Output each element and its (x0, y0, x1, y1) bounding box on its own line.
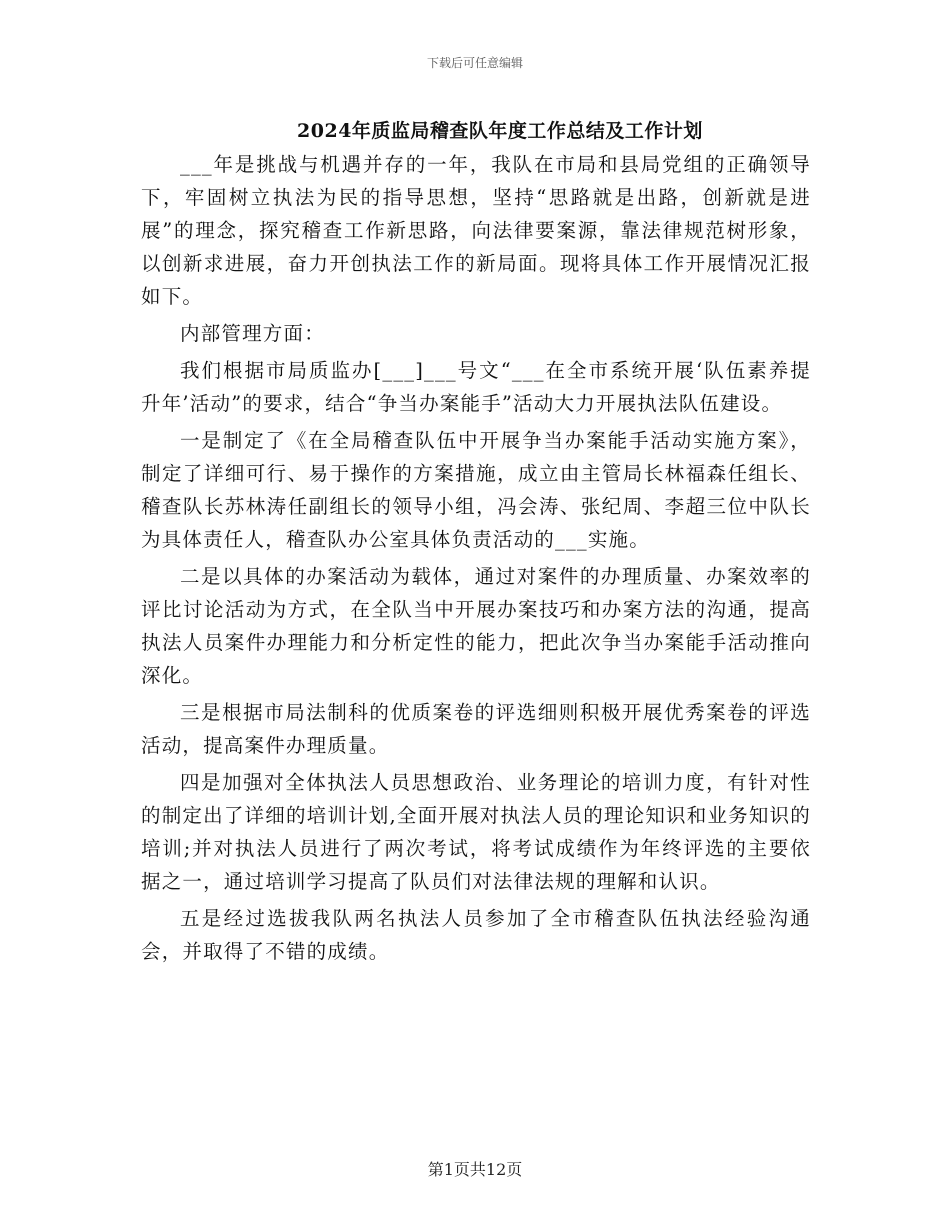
paragraph-basis: 我们根据市局质监办[___]___号文“___在全市系统开展‘队伍素养提升年’活动”的要求，结合“争当办案能手”活动大力开展执法队伍建设。 (141, 359, 811, 415)
paragraph-section-heading: 内部管理方面： (180, 322, 325, 345)
document-body (141, 148, 811, 968)
page-header-note: 下载后可任意编辑 (426, 56, 523, 70)
paragraph-item-5: 五是经过选拔我队两名执法人员参加了全市稽查队伍执法经验沟通会，并取得了不错的成绩。 (141, 907, 811, 963)
paragraph-item-3: 三是根据市局法制科的优质案卷的评选细则积极开展优秀案卷的评选活动，提高案件办理质量。 (141, 701, 811, 757)
page-number: 第1页共12页 (427, 1160, 523, 1179)
paragraph-item-4: 四是加强对全体执法人员思想政治、业务理论的培训力度，有针对性的制定出了详细的培训计划,全面开展对执法人员的理论知识和业务知识的培训;并对执法人员进行了两次考试，将考试成绩作为年终评选的主要依据之一，通过培训学习提高了队员们对法律法规的理解和认识。 (141, 771, 811, 893)
paragraph-intro: ___年是挑战与机遇并存的一年，我队在市局和县局党组的正确领导下，牢固树立执法为民的指导思想，坚持“思路就是出路，创新就是进展”的理念，探究稽查工作新思路，向法律要案源，靠法律规范树形象，以创新求进展，奋力开创执法工作的新局面。现将具体工作开展情况汇报如下。 (141, 153, 811, 308)
paragraph-item-2: 二是以具体的办案活动为载体，通过对案件的办理质量、办案效率的评比讨论活动为方式，在全队当中开展办案技巧和办案方法的沟通，提高执法人员案件办理能力和分析定性的能力，把此次争当办案能手活动推向深化。 (141, 565, 811, 687)
paragraph-item-1: 一是制定了《在全局稽查队伍中开展争当办案能手活动实施方案》，制定了详细可行、易于操作的方案措施，成立由主管局长林福森任组长、稽查队长苏林涛任副组长的领导小组，冯会涛、张纪周、李超三位中队长为具体责任人，稽查队办公室具体负责活动的___实施。 (141, 429, 811, 551)
document-title: 2024年质监局稽查队年度工作总结及工作计划 (297, 120, 703, 142)
